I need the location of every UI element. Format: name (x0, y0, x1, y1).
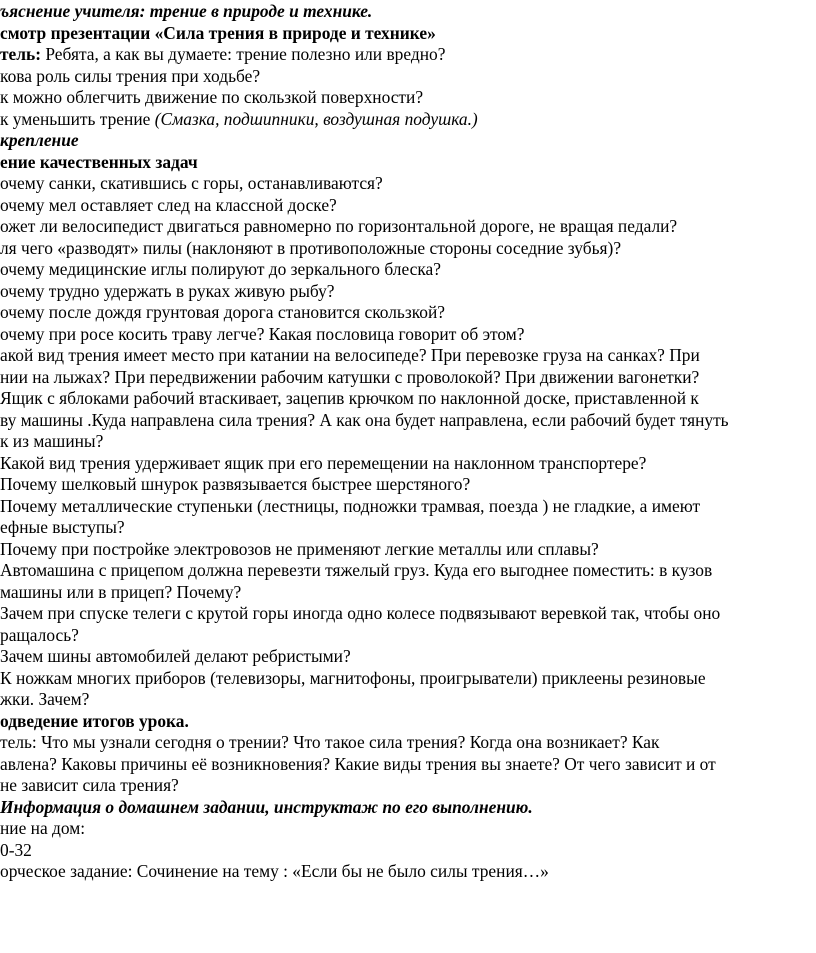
doc-text: орческое задание: Сочинение на тему : «Если бы не было силы трения…» (0, 861, 549, 881)
doc-text: очему при росе косить траву легче? Какая пословица говорит об этом? (0, 323, 525, 344)
doc-text: ние на дом: (0, 818, 86, 838)
doc-line (0, 860, 549, 882)
doc-text: Почему при постройке электровозов не применяют легкие металлы или сплавы? (0, 538, 599, 559)
doc-line (0, 301, 445, 323)
doc-text: Зачем шины автомобилей делают ребристыми? (0, 646, 351, 666)
doc-line (0, 237, 621, 259)
doc-line-reduce-friction (0, 108, 478, 130)
doc-line (0, 430, 103, 452)
doc-line (0, 559, 712, 581)
doc-line (0, 495, 700, 517)
doc-line (0, 817, 85, 839)
doc-line (0, 452, 646, 474)
doc-line (0, 645, 351, 667)
doc-text: ефные выступы? (0, 517, 125, 537)
doc-text: авлена? Каковы причины её возникновения? Какие виды трения вы знаете? От чего зависит и от (0, 753, 716, 774)
doc-text: смотр презентации «Сила трения в природе и технике» (0, 22, 436, 43)
doc-line-teacher-question (0, 43, 445, 65)
doc-line (0, 581, 241, 603)
doc-text: Информация о домашнем задании, инструктаж по его выполнению. (0, 796, 533, 817)
doc-text: 0-32 (0, 839, 32, 860)
doc-text: ъяснение учителя: трение в природе и технике. (0, 1, 373, 21)
doc-line (0, 688, 89, 710)
doc-line (0, 409, 729, 431)
doc-text: одведение итогов урока. (0, 710, 189, 731)
doc-text: очему санки, скатившись с горы, останавливаются? (0, 173, 383, 193)
doc-text: тель: Что мы узнали сегодня о трении? Что такое сила трения? Когда она возникает? Как (0, 732, 660, 752)
doc-text: акой вид трения имеет место при катании на велосипеде? При перевозке груза на санках? При (0, 345, 700, 365)
doc-text: машины или в прицеп? Почему? (0, 581, 242, 602)
doc-text: ращалось? (0, 624, 79, 645)
doc-text: очему медицинские иглы полируют до зеркального блеска? (0, 259, 441, 279)
doc-text: Какой вид трения удерживает ящик при его перемещении на наклонном транспортере? (0, 452, 647, 473)
doc-text: кова роль силы трения при ходьбе? (0, 65, 261, 86)
doc-line (0, 258, 441, 280)
doc-text: к уменьшить трение (0, 108, 155, 129)
doc-line (0, 774, 179, 796)
doc-text: крепление (0, 130, 79, 150)
doc-line-presentation (0, 22, 436, 44)
doc-text: к из машины? (0, 431, 104, 451)
doc-line-consolidation-heading (0, 129, 79, 151)
doc-text: ву машины .Куда направлена сила трения? А как она будет направлена, если рабочий будет тянуть (0, 409, 729, 430)
doc-text: к можно облегчить движение по скользкой поверхности? (0, 87, 424, 107)
doc-text: нии на лыжах? При передвижении рабочим катушки с проволокой? При движении вагонетки? (0, 366, 700, 387)
doc-line-teacher-explanation (0, 0, 372, 22)
doc-line (0, 387, 699, 409)
doc-line-summary-heading (0, 710, 189, 732)
doc-text: ля чего «разводят» пилы (наклоняют в противоположные стороны соседние зубья)? (0, 237, 622, 258)
doc-text: очему мел оставляет след на классной доске? (0, 194, 337, 215)
doc-line (0, 473, 470, 495)
doc-text: ение качественных задач (0, 151, 198, 172)
doc-text: К ножкам многих приборов (телевизоры, магнитофоны, проигрыватели) приклеены резиновые (0, 667, 706, 688)
doc-line (0, 65, 260, 87)
doc-line (0, 516, 125, 538)
doc-text: жки. Зачем? (0, 689, 90, 709)
doc-line (0, 667, 706, 689)
doc-line (0, 839, 32, 861)
doc-text: ожет ли велосипедист двигаться равномерно по горизонтальной дороге, не вращая педали? (0, 216, 678, 236)
doc-line (0, 366, 699, 388)
doc-speaker-label: тель: (0, 44, 42, 64)
doc-line (0, 753, 716, 775)
doc-line (0, 194, 337, 216)
doc-text: Зачем при спуске телеги с крутой горы иногда одно колесе подвязывают веревкой так, чтобы оно (0, 603, 721, 623)
doc-text: Ящик с яблоками рабочий втаскивает, зацепив крючком по наклонной доске, приставленной к (0, 388, 699, 408)
doc-line (0, 86, 423, 108)
doc-line (0, 344, 700, 366)
doc-line (0, 323, 525, 345)
doc-line-problems-heading (0, 151, 198, 173)
doc-line (0, 280, 334, 302)
doc-text: Почему металлические ступеньки (лестницы, подножки трамвая, поезда ) не гладкие, а имеют (0, 495, 701, 516)
doc-line (0, 538, 599, 560)
doc-line (0, 731, 659, 753)
doc-answer-italic: (Смазка, подшипники, воздушная подушка.) (154, 108, 478, 129)
doc-line (0, 602, 720, 624)
doc-line (0, 215, 677, 237)
doc-line (0, 172, 383, 194)
doc-text: очему после дождя грунтовая дорога становится скользкой? (0, 302, 445, 322)
doc-text: Ребята, а как вы думаете: трение полезно или вредно? (41, 44, 446, 64)
doc-line-homework-heading (0, 796, 533, 818)
doc-text: очему трудно удержать в руках живую рыбу? (0, 280, 335, 301)
doc-text: Почему шелковый шнурок развязывается быстрее шерстяного? (0, 474, 471, 494)
doc-text: Автомашина с прицепом должна перевезти тяжелый груз. Куда его выгоднее поместить: в кузов (0, 560, 713, 580)
doc-text: не зависит сила трения? (0, 775, 179, 795)
doc-line (0, 624, 79, 646)
